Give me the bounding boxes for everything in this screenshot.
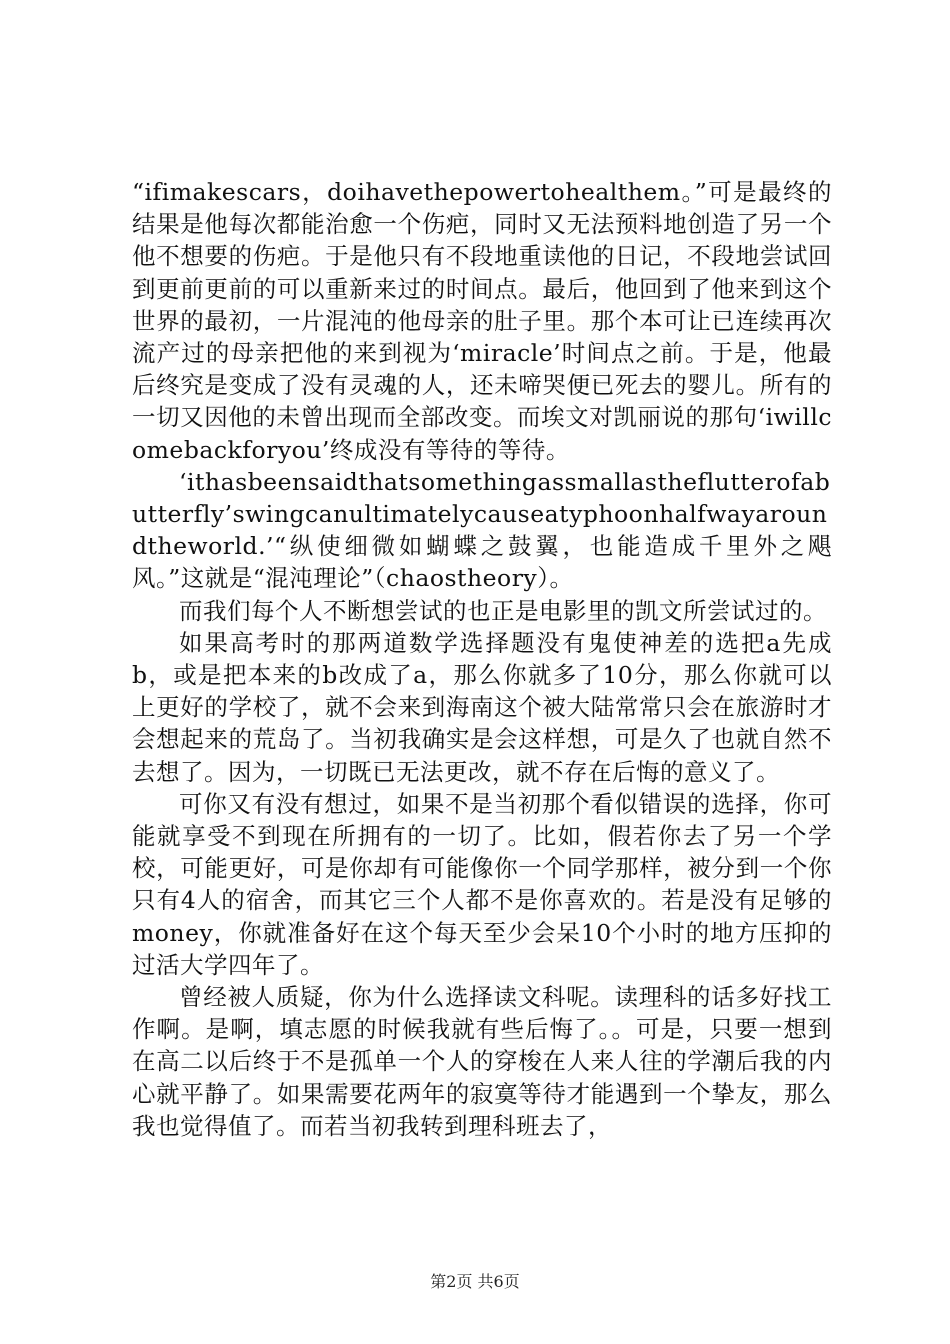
body-text [132,176,832,1142]
paragraph: “ifimakescars，doihavethepowertohealthem。”可是最终的结果是他每次都能治愈一个伤疤，同时又无法预料地创造了另一个他不想要的伤疤。于是他只有不段地重读他的日记，不段地尝试回到更前更前的可以重新来过的时间点。最后，他回到了他来到这个世界的最初，一片混沌的他母亲的肚子里。那个本可让已连续再次流产过的母亲把他的来到视为‘miracle’时间点之前。于是，他最后终究是变成了没有灵魂的人，还未啼哭便已死去的婴儿。所有的一切又因他的未曾出现而全部改变。而埃文对凯丽说的那句‘iwillcomebackforyou’终成没有等待的等待。 [132,178,832,464]
paragraph: 如果高考时的那两道数学选择题没有鬼使神差的选把a先成b，或是把本来的b改成了a，那么你就多了10分，那么你就可以上更好的学校了，就不会来到海南这个被大陆常常只会在旅游时才会想起来的荒岛了。当初我确实是会这样想，可是久了也就自然不去想了。因为，一切既已无法更改，就不存在后悔的意义了。 [132,628,832,786]
paragraph: ‘ithasbeensaidthatsomethingassmallastheflutterofabutterfly’swingcanultimatelycauseatyphoonhalfwayaroundtheworld.’“纵使细微如蝴蝶之鼓翼，也能造成千里外之飓风。”这就是“混沌理论”（chaostheory）。 [132,467,832,593]
paragraph: 可你又有没有想过，如果不是当初那个看似错误的选择，你可能就享受不到现在所拥有的一切了。比如，假若你去了另一个学校，可能更好，可是你却有可能像你一个同学那样，被分到一个你只有4人的宿舍，而其它三个人都不是你喜欢的。若是没有足够的money，你就准备好在这个每天至少会呆10个小时的地方压抑的过活大学四年了。 [132,789,832,979]
paragraph: 曾经被人质疑，你为什么选择读文科呢。读理科的话多好找工作啊。是啊，填志愿的时候我就有些后悔了。。可是，只要一想到在高二以后终于不是孤单一个人的穿梭在人来人往的学潮后我的内心就平静了。如果需要花两年的寂寞等待才能遇到一个挚友，那么我也觉得值了。而若当初我转到理科班去了， [132,983,832,1140]
paragraph: 而我们每个人不断想尝试的也正是电影里的凯文所尝试过的。 [179,596,827,625]
page-footer: 第2页 共6页 [430,1272,520,1291]
